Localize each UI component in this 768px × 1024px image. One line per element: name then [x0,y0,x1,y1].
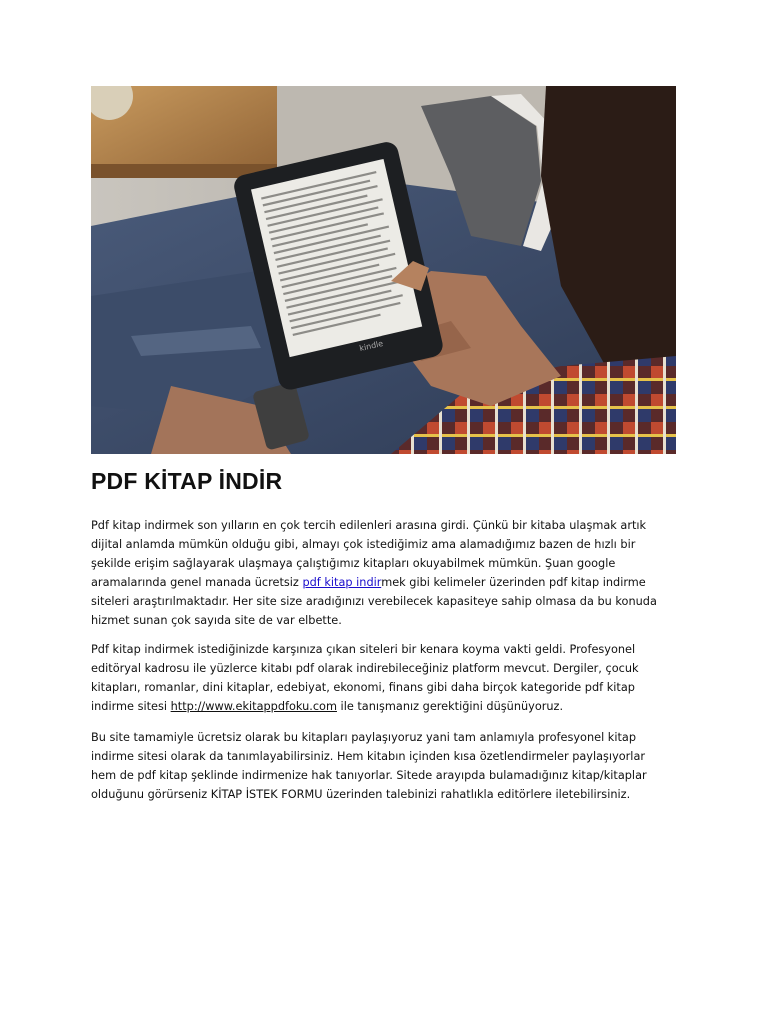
paragraph-platform [91,640,691,716]
page-title: PDF KİTAP İNDİR [91,468,283,494]
text-segment: aramalarında genel manada ücretsiz [91,576,303,589]
paragraph-line: editöryal kadrosu ile yüzlerce kitabı pdf olarak indirebileceğiniz platform mevcut. Dergiler, çocuk [91,662,639,675]
paragraph-line: dijital anlamda mümkün olduğu gibi, almayı çok istediğimiz ama alamadığımız bazen de hızlı bir [91,538,636,551]
kindle-logo: kindle [358,338,385,354]
paragraph-intro [91,516,691,630]
text-segment: mek gibi kelimeler üzerinden pdf kitap indirme [381,576,646,589]
paragraph-line [91,573,691,592]
paragraph-line: hizmet sunan çok sayıda site de var elbette. [91,614,342,627]
paragraph-line: şekilde erişim sağlayarak ulaşmaya çalıştığımız kitapları okuyabilmek mümkün. Şuan google [91,557,616,570]
site-url-link[interactable]: http://www.ekitappdfoku.com [170,700,337,713]
paragraph-line: Pdf kitap indirmek istediğinizde karşınıza çıkan siteleri bir kenara koyma vakti geldi. Profesyonel [91,643,636,656]
paragraph-free-site [91,728,691,804]
pdf-kitap-indir-link[interactable]: pdf kitap indir [302,576,382,589]
paragraph-line [91,697,691,716]
paragraph-line: indirme sitesi olarak da tanımlayabilirsiniz. Hem kitabın içinden kısa özetlendirmeler paylaşıyorlar [91,750,646,763]
paragraph-line: hem de pdf kitap şeklinde indirmenize hak tanıyorlar. Sitede arayıpda bulamadığınız kitap/kitaplar [91,769,647,782]
text-segment: indirme sitesi [91,700,171,713]
paragraph-line: kitapları, romanlar, dini kitaplar, edebiyat, ekonomi, finans gibi daha birçok kategoride pdf kitap [91,681,635,694]
text-segment: ile tanışmanız gerektiğini düşünüyoruz. [336,700,564,713]
paragraph-line: Bu site tamamiyle ücretsiz olarak bu kitapları paylaşıyoruz yani tam anlamıyla profesyonel kitap [91,731,636,744]
hero-photo [91,86,676,454]
paragraph-line: siteleri araştırılmaktadır. Her site size aradığınızı verebilecek kapasiteye sahip olmasa da bu konuda [91,595,657,608]
paragraph-line: Pdf kitap indirmek son yılların en çok tercih edilenleri arasına girdi. Çünkü bir kitaba ulaşmak artık [91,519,647,532]
paragraph-line: olduğunu görürseniz KİTAP İSTEK FORMU üzerinden talebinizi rahatlıkla editörlere iletebilirsiniz. [91,788,631,801]
